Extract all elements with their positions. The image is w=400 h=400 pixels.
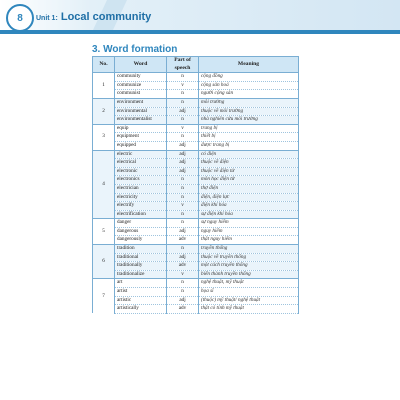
table-row [93, 107, 299, 116]
meaning-cell: thợ điện [199, 184, 299, 193]
table-row [93, 245, 299, 254]
part-of-speech-cell: n [167, 98, 199, 107]
word-cell: equipped [115, 141, 167, 150]
table-row [93, 305, 299, 314]
word-cell: electronics [115, 176, 167, 185]
meaning-cell: nguy hiểm [199, 227, 299, 236]
meaning-cell: điện khí hóa [199, 202, 299, 211]
meaning-cell: nghệ thuật, mỹ thuật [199, 279, 299, 288]
table-body [93, 73, 299, 314]
table-header-row [93, 57, 299, 73]
table-row [93, 262, 299, 271]
group-number: 2 [93, 98, 115, 124]
word-cell: tradition [115, 245, 167, 254]
word-cell: communize [115, 81, 167, 90]
table-row [93, 81, 299, 90]
section-title: 3. Word formation [92, 44, 178, 55]
part-of-speech-cell: adj [167, 150, 199, 159]
table-row [93, 98, 299, 107]
table-row [93, 227, 299, 236]
word-cell: electrician [115, 184, 167, 193]
group-number: 6 [93, 245, 115, 279]
meaning-cell: thật có tính mỹ thuật [199, 305, 299, 314]
part-of-speech-cell: adv [167, 305, 199, 314]
table-row [93, 73, 299, 82]
word-cell: electrification [115, 210, 167, 219]
table-row [93, 296, 299, 305]
part-of-speech-cell: n [167, 116, 199, 125]
table-row [93, 210, 299, 219]
table-row [93, 159, 299, 168]
part-of-speech-cell: adj [167, 167, 199, 176]
column-header-word: Word [115, 57, 167, 73]
meaning-cell: thật nguy hiểm [199, 236, 299, 245]
word-cell: dangerously [115, 236, 167, 245]
table-row [93, 150, 299, 159]
table-row [93, 270, 299, 279]
column-header-part-of-speech: Part of speech [167, 57, 199, 73]
word-cell: electrical [115, 159, 167, 168]
part-of-speech-cell: v [167, 124, 199, 133]
part-of-speech-cell: v [167, 270, 199, 279]
word-cell: traditionally [115, 262, 167, 271]
part-of-speech-cell: n [167, 90, 199, 99]
table-row [93, 124, 299, 133]
part-of-speech-cell: adj [167, 141, 199, 150]
meaning-cell: cộng sản hoá [199, 81, 299, 90]
meaning-cell: một cách truyền thống [199, 262, 299, 271]
word-cell: electric [115, 150, 167, 159]
part-of-speech-cell: v [167, 202, 199, 211]
word-formation-table [92, 56, 299, 314]
meaning-cell: được trang bị [199, 141, 299, 150]
part-of-speech-cell: n [167, 210, 199, 219]
meaning-cell: điện, điện lực [199, 193, 299, 202]
table-row [93, 288, 299, 297]
table-row [93, 279, 299, 288]
meaning-cell: thiết bị [199, 133, 299, 142]
word-cell: electronic [115, 167, 167, 176]
word-cell: electricity [115, 193, 167, 202]
header-stripe [0, 30, 400, 34]
table-row [93, 176, 299, 185]
meaning-cell: cộng đồng [199, 73, 299, 82]
word-cell: artistically [115, 305, 167, 314]
word-cell: community [115, 73, 167, 82]
meaning-cell: thuộc về môi trường [199, 107, 299, 116]
group-number: 3 [93, 124, 115, 150]
part-of-speech-cell: adv [167, 236, 199, 245]
word-cell: environment [115, 98, 167, 107]
part-of-speech-cell: adj [167, 227, 199, 236]
word-cell: art [115, 279, 167, 288]
table-row [93, 90, 299, 99]
word-cell: danger [115, 219, 167, 228]
meaning-cell: thuộc về truyền thống [199, 253, 299, 262]
part-of-speech-cell: n [167, 193, 199, 202]
table-row [93, 141, 299, 150]
group-number: 4 [93, 150, 115, 219]
part-of-speech-cell: n [167, 219, 199, 228]
table-row [93, 133, 299, 142]
word-cell: environmentalist [115, 116, 167, 125]
table-row [93, 193, 299, 202]
part-of-speech-cell: n [167, 245, 199, 254]
column-header-meaning: Meaning [199, 57, 299, 73]
unit-name: Local community [60, 11, 152, 23]
part-of-speech-cell: n [167, 176, 199, 185]
word-cell: environmental [115, 107, 167, 116]
part-of-speech-cell: n [167, 133, 199, 142]
table-row [93, 202, 299, 211]
table-row [93, 236, 299, 245]
meaning-cell: sự điện khí hóa [199, 210, 299, 219]
part-of-speech-cell: adj [167, 296, 199, 305]
part-of-speech-cell: n [167, 288, 199, 297]
word-cell: communist [115, 90, 167, 99]
table-row [93, 219, 299, 228]
part-of-speech-cell: adj [167, 107, 199, 116]
word-cell: electrify [115, 202, 167, 211]
part-of-speech-cell: n [167, 73, 199, 82]
word-cell: artist [115, 288, 167, 297]
column-header-no: No. [93, 57, 115, 73]
meaning-cell: biến thành truyền thống [199, 270, 299, 279]
meaning-cell: có điện [199, 150, 299, 159]
part-of-speech-cell: v [167, 81, 199, 90]
meaning-cell: sự nguy hiểm [199, 219, 299, 228]
word-cell: equip [115, 124, 167, 133]
part-of-speech-cell: n [167, 279, 199, 288]
word-cell: traditionalize [115, 270, 167, 279]
group-number: 1 [93, 73, 115, 99]
part-of-speech-cell: n [167, 184, 199, 193]
unit-label: Unit 1: [36, 15, 58, 22]
meaning-cell: thuộc về điện [199, 159, 299, 168]
word-cell: artistic [115, 296, 167, 305]
unit-title [36, 11, 151, 23]
group-number: 7 [93, 279, 115, 313]
meaning-cell: trang bị [199, 124, 299, 133]
meaning-cell: họa sĩ [199, 288, 299, 297]
part-of-speech-cell: adj [167, 253, 199, 262]
meaning-cell: truyền thống [199, 245, 299, 254]
meaning-cell: thuộc về điện tử [199, 167, 299, 176]
meaning-cell: (thuộc) mỹ thuật/ nghệ thuật [199, 296, 299, 305]
group-number: 5 [93, 219, 115, 245]
table-row [93, 116, 299, 125]
word-cell: equipment [115, 133, 167, 142]
meaning-cell: người cộng sản [199, 90, 299, 99]
meaning-cell: môi trường [199, 98, 299, 107]
word-cell: traditional [115, 253, 167, 262]
table-row [93, 184, 299, 193]
part-of-speech-cell: adv [167, 262, 199, 271]
page-header [0, 0, 400, 34]
meaning-cell: nhà nghiên cứu môi trường [199, 116, 299, 125]
word-cell: dangerous [115, 227, 167, 236]
meaning-cell: môn học điện tử [199, 176, 299, 185]
page-number-badge: 8 [6, 4, 34, 32]
table-row [93, 167, 299, 176]
part-of-speech-cell: adj [167, 159, 199, 168]
table-row [93, 253, 299, 262]
